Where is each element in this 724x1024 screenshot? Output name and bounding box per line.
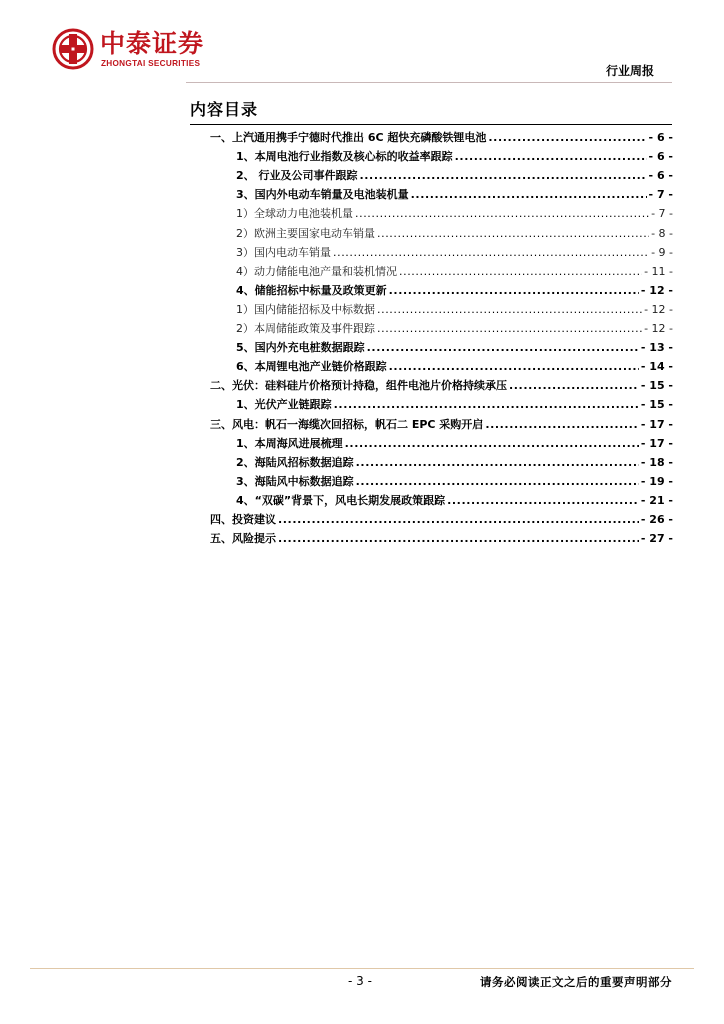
toc-entry-label: 2、 行业及公司事件跟踪 [236,169,358,183]
toc-entry-label: 3、国内外电动车销量及电池装机量 [236,188,409,202]
toc-dot-leader [509,377,639,394]
toc-entry-label: 1）全球动力电池装机量 [236,207,353,221]
toc-entry-page: - 17 - [640,436,673,450]
toc-entry-label: 4）动力储能电池产量和装机情况 [236,264,397,278]
toc-entry-page: - 12 - [644,302,673,316]
toc-entry[interactable] [236,186,673,203]
toc-entry-label: 3）国内电动车销量 [236,245,331,259]
header-divider [186,82,672,83]
toc-entry-label: 五、风险提示 [210,532,276,546]
toc-entry-label: 1）国内储能招标及中标数据 [236,302,375,316]
toc-entry-page: - 18 - [640,455,673,469]
toc-entry[interactable] [236,320,673,337]
logo-english-name: ZHONGTAI SECURITIES [101,59,201,68]
toc-dot-leader [485,416,639,433]
toc-entry-label: 4、储能招标中标量及政策更新 [236,283,387,297]
footer-divider [30,968,694,969]
zhongtai-logo-icon [52,28,94,70]
toc-entry[interactable] [236,244,673,261]
toc-entry[interactable] [236,263,673,280]
page-number: - 3 - [348,974,372,988]
toc-entry-page: - 13 - [640,341,673,355]
toc-dot-leader [355,205,649,222]
toc-entry-label: 1、光伏产业链跟踪 [236,398,332,412]
toc-entry-page: - 21 - [640,493,673,507]
toc-dot-leader [333,244,649,261]
toc-entry[interactable] [236,148,673,165]
toc-entry-page: - 26 - [640,513,673,526]
toc-entry[interactable] [236,282,673,299]
report-type-label: 行业周报 [605,64,654,78]
toc-entry-page: - 19 - [640,474,673,488]
toc-dot-leader [447,492,639,509]
toc-entry-label: 1、本周电池行业指数及核心标的收益率跟踪 [236,150,453,164]
toc-title: 内容目录 [190,100,259,119]
toc-entry-label: 6、本周锂电池产业链价格跟踪 [236,360,387,374]
toc-dot-leader [278,511,639,528]
toc-entry-page: - 11 - [644,264,673,278]
toc-entry[interactable] [210,377,673,394]
toc-dot-leader [278,530,639,547]
page-header [0,0,724,100]
toc-dot-leader [345,435,639,452]
toc-entry-label: 2、海陆风招标数据追踪 [236,455,354,469]
toc-dot-leader [334,396,639,413]
toc-dot-leader [359,167,646,184]
toc-entry-label: 2）欧洲主要国家电动车销量 [236,226,375,240]
toc-entry[interactable] [236,339,673,356]
toc-entry[interactable] [236,396,673,413]
toc-entry-label: 二、光伏：硅料硅片价格预计持稳，组件电池片价格持续承压 [210,379,507,393]
toc-entry-page: - 6 - [648,150,673,164]
toc-dot-leader [488,129,646,146]
toc-entry[interactable] [236,454,673,471]
toc-dot-leader [377,225,649,242]
toc-entry-page: - 15 - [640,379,673,393]
toc-entry-label: 三、风电：帆石一海缆次回招标，帆石二 EPC 采购开启 [210,417,484,431]
toc-dot-leader [377,320,642,337]
toc-dot-leader [411,186,647,203]
toc-entry-label: 四、投资建议 [210,513,276,526]
toc-entry-page: - 8 - [651,226,673,240]
toc-entry-page: - 15 - [640,398,673,412]
toc-entry-page: - 27 - [640,532,673,546]
toc-entry[interactable] [210,416,673,433]
toc-entry[interactable] [236,167,673,184]
toc-entry-page: - 9 - [651,245,673,259]
toc-dot-leader [399,263,642,280]
toc-dot-leader [356,473,639,490]
toc-entry-label: 一、上汽通用携手宁德时代推出 6C 超快充磷酸铁锂电池 [210,131,487,144]
logo-chinese-name: 中泰证券 [100,29,205,58]
toc-entry[interactable] [236,301,673,318]
toc-title-divider [190,124,672,125]
toc-dot-leader [455,148,647,165]
toc-dot-leader [377,301,642,318]
toc-entry-page: - 12 - [644,322,673,335]
toc-entry[interactable] [236,358,673,375]
toc-entry-page: - 6 - [648,131,673,144]
toc-entry-label: 3、海陆风中标数据追踪 [236,474,354,488]
toc-entry[interactable] [236,225,673,242]
toc-dot-leader [367,339,639,356]
toc-entry-label: 1、本周海风进展梳理 [236,436,343,450]
toc-entry-page: - 12 - [640,283,673,297]
toc-entry[interactable] [210,129,673,146]
toc-dot-leader [389,358,639,375]
toc-dot-leader [389,282,639,299]
toc-entry-label: 5、国内外充电桩数据跟踪 [236,341,365,355]
toc-entry-label: 4、“双碳”背景下，风电长期发展政策跟踪 [236,493,446,507]
toc-entry[interactable] [236,492,673,509]
toc-entry-label: 2）本周储能政策及事件跟踪 [236,322,375,335]
toc-entry-page: - 17 - [640,417,673,431]
disclaimer-note: 请务必阅读正文之后的重要声明部分 [480,975,672,989]
toc-entry-page: - 14 - [640,360,673,374]
toc-entry-page: - 7 - [648,188,673,202]
toc-entry[interactable] [236,435,673,452]
toc-entry-page: - 7 - [651,207,673,221]
toc-dot-leader [356,454,639,471]
toc-entry[interactable] [236,205,673,222]
company-logo [52,28,242,74]
toc-entry[interactable] [210,511,673,528]
toc-entry[interactable] [236,473,673,490]
toc-entry[interactable] [210,530,673,547]
toc-entry-page: - 6 - [648,169,673,183]
